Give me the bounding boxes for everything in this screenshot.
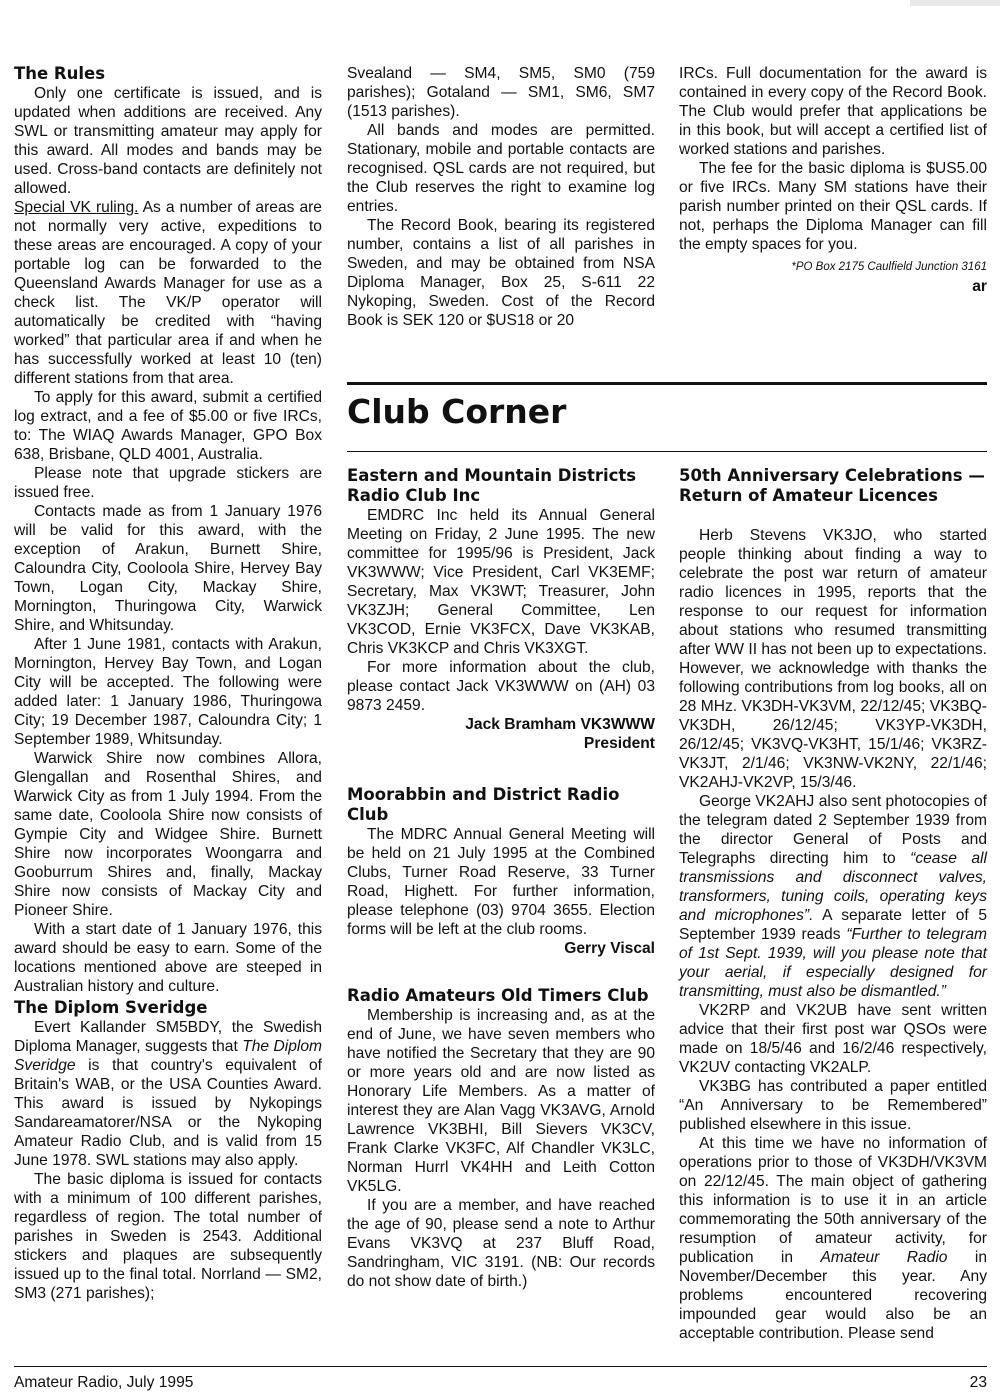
paragraph: After 1 June 1981, contacts with Arakun, Mornington, Hervey Bay Town, and Logan City will be accepted. The following were added later: 1 January 1986, Thuringowa City; 19 December 1987, Caloundra City; 1 September 1989, Whitsunday.: [14, 636, 322, 748]
paragraph: Warwick Shire now combines Allora, Glengallan and Rosenthal Shires, and Warwick City as from 1 July 1994. From the same date, Cooloola Shire now consists of Gympie City and Widgee Shire. Burnett Shire now incorporates Woongarra and Gooburrum Shires and, finally, Mackay Shire now consists of Mackay City and Pioneer Shire.: [14, 750, 322, 919]
italic-quote: “cease all transmissions and disconnect valves, transformers, tuning coils, operating keys and microphones”.: [679, 850, 987, 924]
footer-divider: [14, 1366, 987, 1367]
end-mark: ar: [972, 278, 987, 295]
signature-name: Gerry Viscal: [564, 940, 655, 957]
section-heading-anniversary: 50th Anniversary Celebrations — Return of Amateur Licences: [679, 466, 985, 505]
paragraph: Only one certificate is issued, and is updated when additions are received. Any SWL or transmitting amateur may apply for this award. All modes and bands may be used. Cross-band contacts are definitely not allowed.: [14, 85, 322, 197]
column-right-bottom: [679, 466, 987, 1343]
column-middle-bottom: [347, 466, 655, 1291]
paragraph: The fee for the basic diploma is $US5.00 or five IRCs. Many SM stations have their parish number printed on their QSL cards. If not, perhaps the Diploma Manager can fill the empty spaces for you.: [679, 160, 987, 253]
paragraph: IRCs. Full documentation for the award is contained in every copy of the Record Book. The Club would prefer that applications be in this book, but will accept a certified list of worked stations and parishes.: [679, 65, 987, 158]
paragraph: The MDRC Annual General Meeting will be held on 21 July 1995 at the Combined Clubs, Turner Road Reserve, 33 Turner Road, Highett. For further information, please telephone (03) 9704 3655. Election forms will be left at the club rooms.: [347, 826, 655, 938]
signature-name: Jack Bramham VK3WWW: [465, 716, 655, 733]
footer-publication: Amateur Radio, July 1995: [14, 1374, 194, 1391]
paragraph: The basic diploma is issued for contacts with a minimum of 100 different parishes, regardless of region. The total number of parishes in Sweden is 2543. Additional stickers and plaques are subsequently issued up to the final total. Norrland — SM2, SM3 (271 parishes);: [14, 1171, 322, 1302]
page-section-title: Club Corner: [347, 392, 567, 431]
paragraph-text: in November/December this year. Any problems encountered recovering impounded gear would also be an acceptable contribution. Please send: [679, 1249, 987, 1342]
paragraph: VK3BG has contributed a paper entitled “An Anniversary to be Remembered” published elsewhere in this issue.: [679, 1078, 987, 1133]
page-number: 23: [969, 1374, 987, 1391]
paragraph: Contacts made as from 1 January 1976 will be valid for this award, with the exception of Arakun, Burnett Shire, Caloundra City, Cooloola Shire, Hervey Bay Town, Logan City, Mackay Shire, Mornington, Thuringowa City, Warwick Shire, and Whitsunday.: [14, 503, 322, 634]
paragraph: The Record Book, bearing its registered number, contains a list of all parishes in Sweden, and may be obtained from NSA Diploma Manager, Box 25, S-611 22 Nykoping, Sweden. Cost of the Record Book is SEK 120 or $US18 or 20: [347, 217, 655, 329]
column-right-top: [679, 64, 987, 296]
paragraph-text: At this time we have no information of operations prior to those of VK3DH/VK3VM on 22/12/45. The main object of gathering this information is to use it in an article commemorating the 50th anniversary of the resumption of amateur activity, for publication in: [679, 1135, 987, 1266]
author-address: *PO Box 2175 Caulfield Junction 3161: [791, 261, 987, 273]
section-heading-raotc: Radio Amateurs Old Timers Club: [347, 986, 649, 1005]
paragraph-text: is that country's equivalent of Britain's WAB, or the USA Counties Award. This award is issued by Nykopings Sandareamatorer/NSA or the Nykoping Amateur Radio Club, and is valid from 15 June 1978. SWL stations may also apply.: [14, 1057, 322, 1169]
paragraph: VK2RP and VK2UB have sent written advice that their first post war QSOs were made on 18/5/46 and 16/2/46 respectively, VK2UV contacting VK2ALP.: [679, 1002, 987, 1076]
signature-title: President: [583, 735, 655, 752]
paragraph: Membership is increasing and, as at the end of June, we have seven members who have notified the Secretary that they are 90 or more years old and are now listed as Honorary Life Members. As a matter of interest they are Alan Vagg VK3AVG, Arnold Lawrence VK3BHI, Bill Sievers VK3CV, Frank Clarke VK3FC, Alf Chandler VK3LC, Norman Hurrl VK4HH and Leith Cotton VK5LG.: [347, 1007, 655, 1195]
paragraph-text: Evert Kallander SM5BDY, the Swedish Diploma Manager, suggests that: [14, 1019, 322, 1055]
paragraph: With a start date of 1 January 1976, this award should be easy to earn. Some of the locations mentioned above are steeped in Australian history and culture.: [14, 921, 322, 995]
scan-artifact: [910, 0, 1000, 6]
section-heading-diplom: The Diplom Sveridge: [14, 998, 208, 1017]
paragraph: [679, 792, 987, 1001]
italic-quote: “Further to telegram of 1st Sept. 1939, will you please note that your aerial, if especially designed for transmitting, must also be dismantled.”: [679, 926, 987, 1000]
paragraph: To apply for this award, submit a certified log extract, and a fee of $5.00 or five IRCs, to: The WIAQ Awards Manager, GPO Box 638, Brisbane, QLD 4001, Australia.: [14, 389, 322, 463]
italic-text: Amateur Radio: [820, 1249, 948, 1266]
divider-thick: [347, 382, 987, 385]
underlined-text: Special VK ruling.: [14, 199, 139, 216]
paragraph: Svealand — SM4, SM5, SM0 (759 parishes); Gotaland — SM1, SM6, SM7 (1513 parishes).: [347, 65, 655, 120]
paragraph-text: George VK2AHJ also sent photocopies of the telegram dated 2 September 1939 from the director General of Posts and Telegraphs directing him to: [679, 793, 987, 867]
paragraph-text: As a number of areas are not normally very active, expeditions to these areas are encouraged. A copy of your portable log can be forwarded to the Queensland Awards Manager for use as a check list. The VK/P operator will automatically be credited with “having worked” that particular area if and when he has successfully worked at least 10 (ten) different stations from that area.: [14, 199, 322, 387]
column-middle-top: [347, 64, 655, 330]
section-heading-emdrc: Eastern and Mountain Districts Radio Club Inc: [347, 466, 637, 505]
section-heading-mdrc: Moorabbin and District Radio Club: [347, 785, 620, 824]
paragraph: [14, 1018, 322, 1170]
paragraph: [679, 1134, 987, 1343]
divider-thin: [347, 451, 987, 452]
paragraph: All bands and modes are permitted. Stationary, mobile and portable contacts are recognised. QSL cards are not required, but the Club reserves the right to examine log entries.: [347, 122, 655, 215]
paragraph: Herb Stevens VK3JO, who started people thinking about finding a way to celebrate the post war return of amateur radio licences in 1995, reports that the response to our request for information about stations who resumed transmitting after WW II has not been up to expectations. However, we acknowledge with thanks the following contributions from log books, all on 28 MHz. VK3DH-VK3VM, 22/12/45; VK3BQ-VK3DH, 26/12/45; VK3YP-VK3DH, 26/12/45; VK3VQ-VK3HT, 15/1/46; VK3RZ-VK3JT, 2/1/46; VK3NW-VK2NY, 22/1/46; VK2AHJ-VK2VP, 15/3/46.: [679, 527, 987, 791]
paragraph: For more information about the club, please contact Jack VK3WWW on (AH) 03 9873 2459.: [347, 659, 655, 714]
paragraph: EMDRC Inc held its Annual General Meeting on Friday, 2 June 1995. The new committee for 1995/96 is President, Jack VK3WWW; Vice President, Carl VK3EMF; Secretary, Max VK3WT; Treasurer, John VK3ZJH; General Committee, Len VK3COD, Ernie VK3FCX, Dave VK3KAB, Chris VK3KCP and Chris VK3XGT.: [347, 507, 655, 657]
paragraph-text: A separate letter of 5 September 1939 reads: [679, 907, 988, 943]
section-heading-rules: The Rules: [14, 64, 106, 83]
italic-text: The Diplom Sveridge: [14, 1038, 323, 1074]
paragraph: [14, 198, 322, 388]
column-left: [14, 64, 322, 1303]
paragraph: Please note that upgrade stickers are issued free.: [14, 465, 322, 501]
paragraph: If you are a member, and have reached the age of 90, please send a note to Arthur Evans VK3VQ at 237 Bluff Road, Sandringham, VIC 3191. (NB: Our records do not show date of birth.): [347, 1197, 655, 1290]
